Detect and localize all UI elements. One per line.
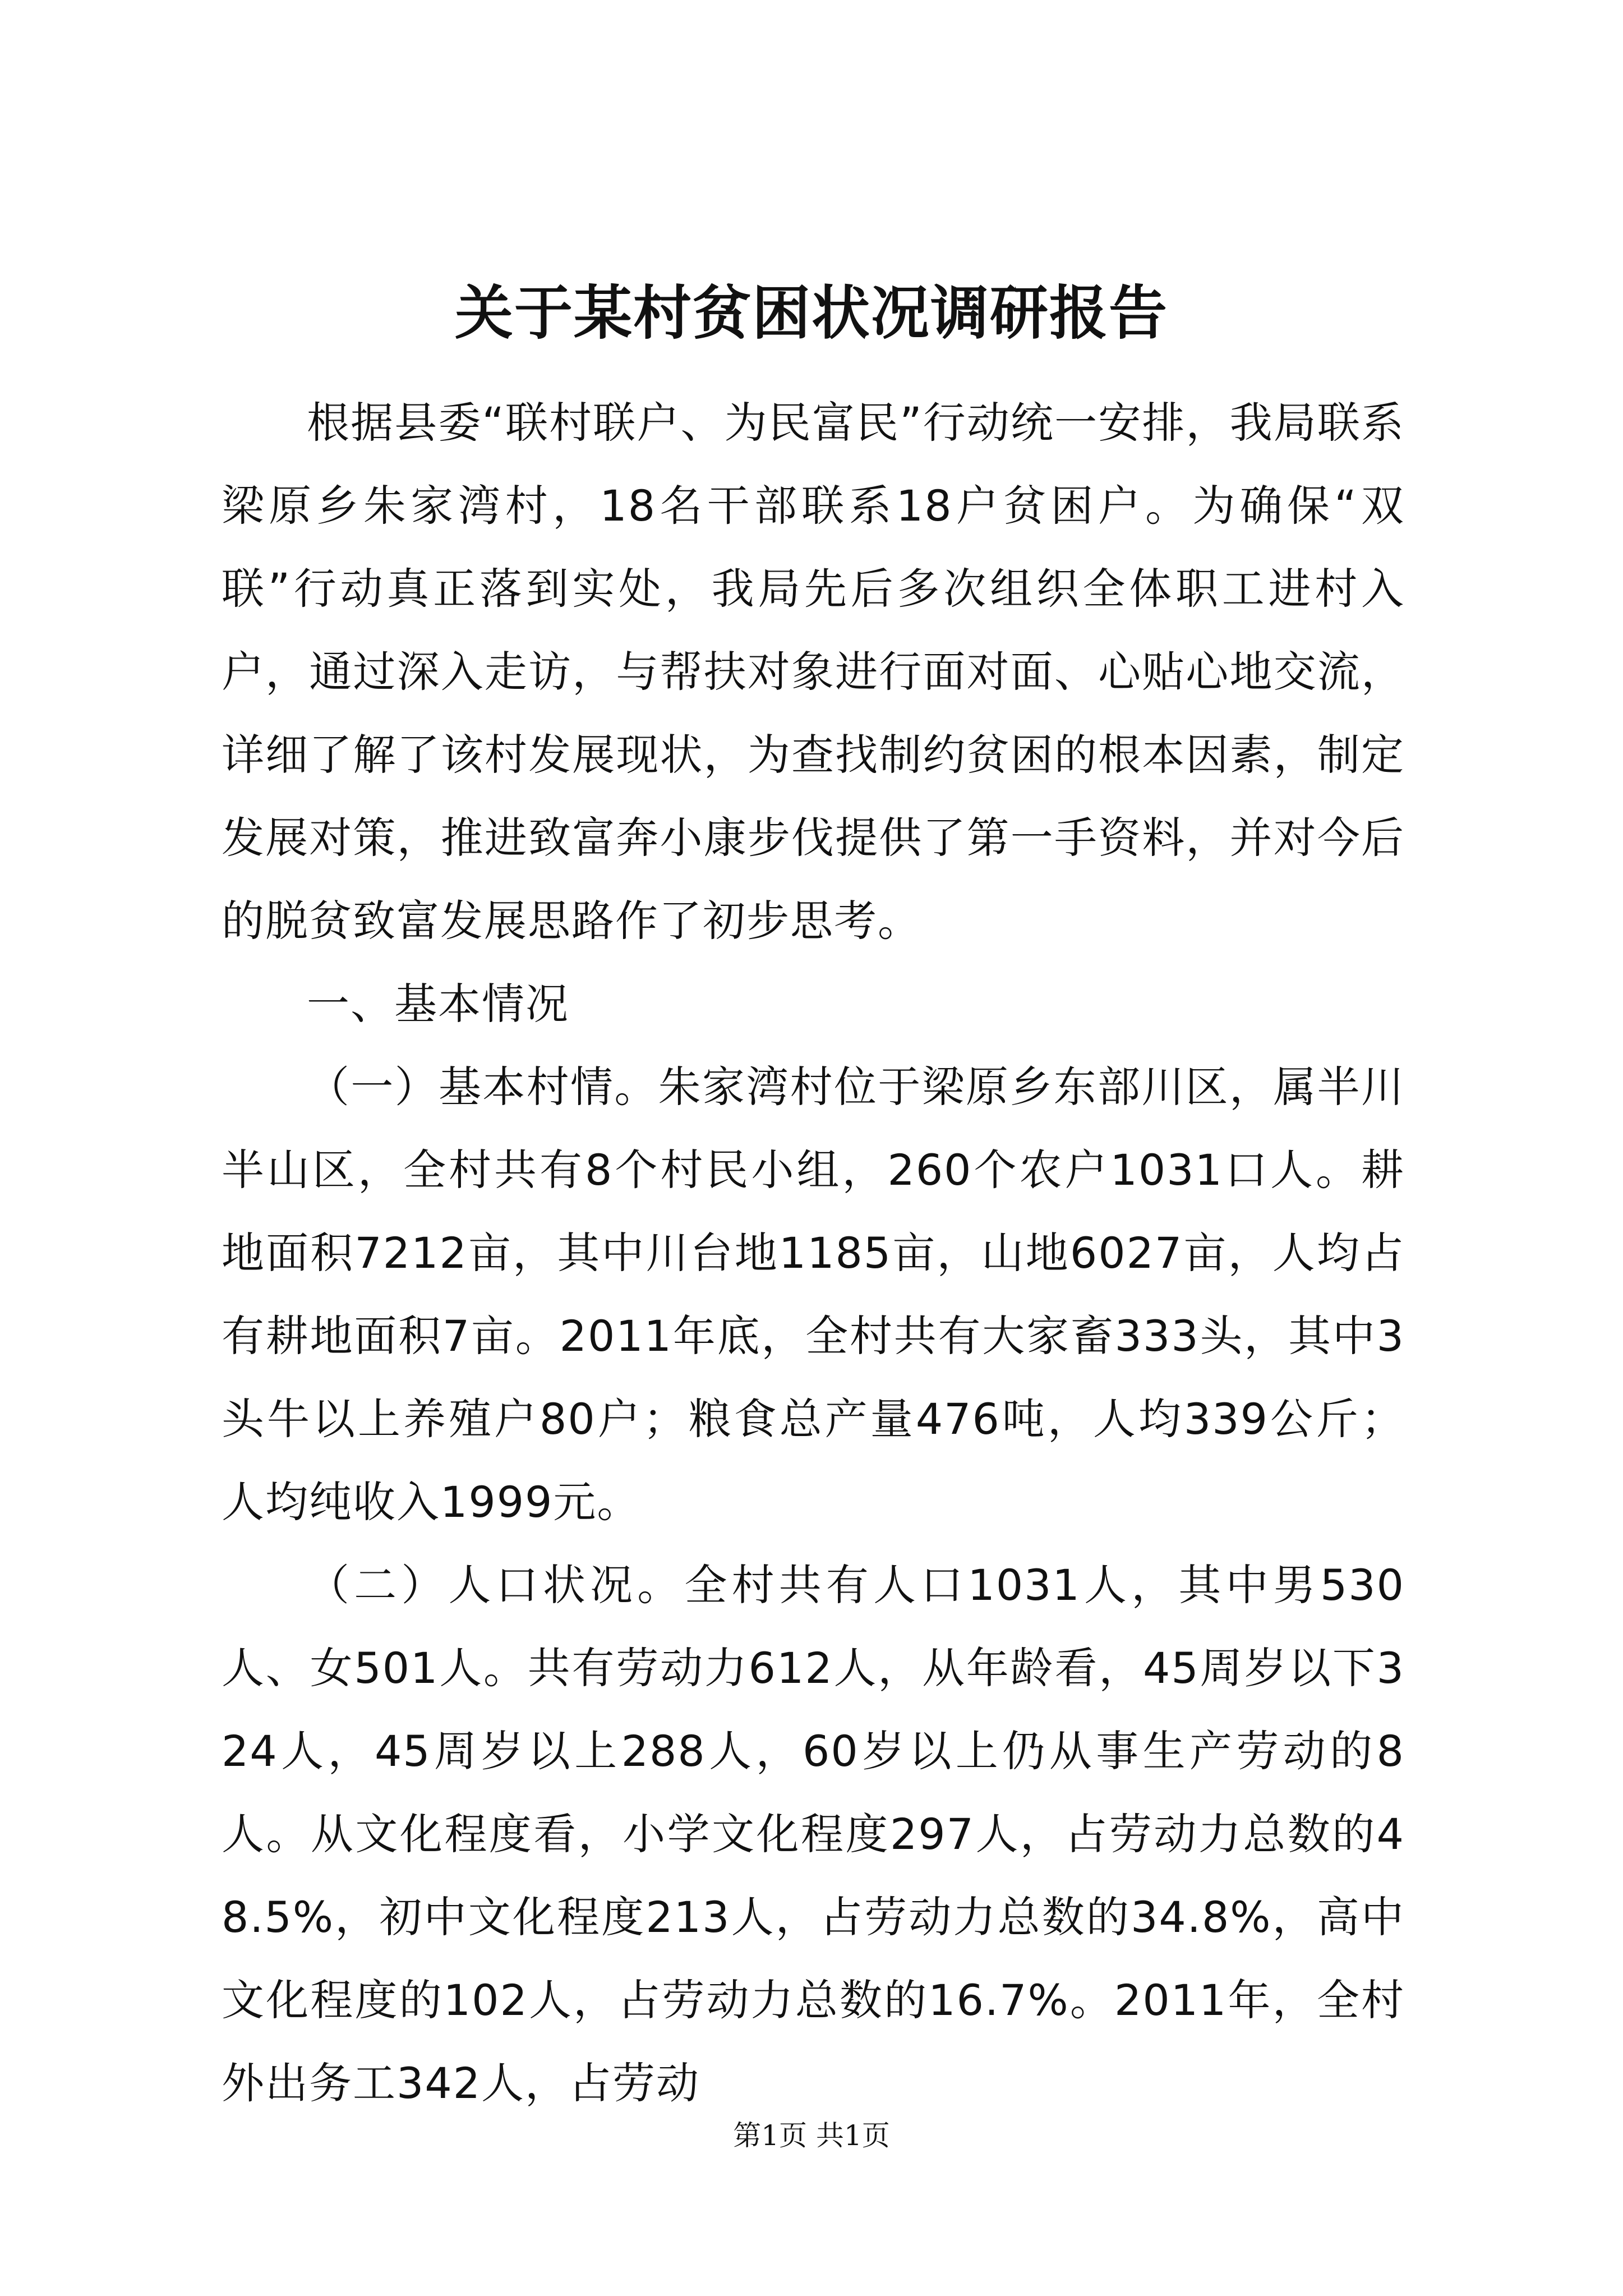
paragraph-village-basics: （一）基本村情。朱家湾村位于梁原乡东部川区，属半川半山区，全村共有8个村民小组，260个农户1031口人。耕地面积7212亩，其中川台地1185亩，山地6027亩，人均占有耕地面积7亩。2011年底，全村共有大家畜333头，其中3头牛以上养殖户80户；粮食总产量476吨，人均339公斤；人均纯收入1999元。 (222, 1062, 1405, 1527)
section-heading-basic-situation: 一、基本情况 (307, 979, 569, 1029)
page-footer: 第1页 共1页 (733, 2119, 890, 2152)
document-title: 关于某村贫困状况调研报告 (454, 278, 1168, 347)
paragraph-population: （二）人口状况。全村共有人口1031人，其中男530人、女501人。共有劳动力612人，从年龄看，45周岁以下324人，45周岁以上288人，60岁以上仍从事生产劳动的8人。从文化程度看，小学文化程度297人，占劳动力总数的48.5%，初中文化程度213人，占劳动力总数的34.8%，高中文化程度的102人，占劳动力总数的16.7%。2011年，全村外出务工342人，占劳动 (222, 1560, 1405, 2108)
document-body (222, 381, 1405, 2125)
paragraph-intro: 根据县委“联村联户、为民富民”行动统一安排，我局联系梁原乡朱家湾村，18名干部联系18户贫困户。为确保“双联”行动真正落到实处，我局先后多次组织全体职工进村入户，通过深入走访，与帮扶对象进行面对面、心贴心地交流，详细了解了该村发展现状，为查找制约贫困的根本因素，制定发展对策，推进致富奔小康步伐提供了第一手资料，并对今后的脱贫致富发展思路作了初步思考。 (222, 398, 1405, 946)
